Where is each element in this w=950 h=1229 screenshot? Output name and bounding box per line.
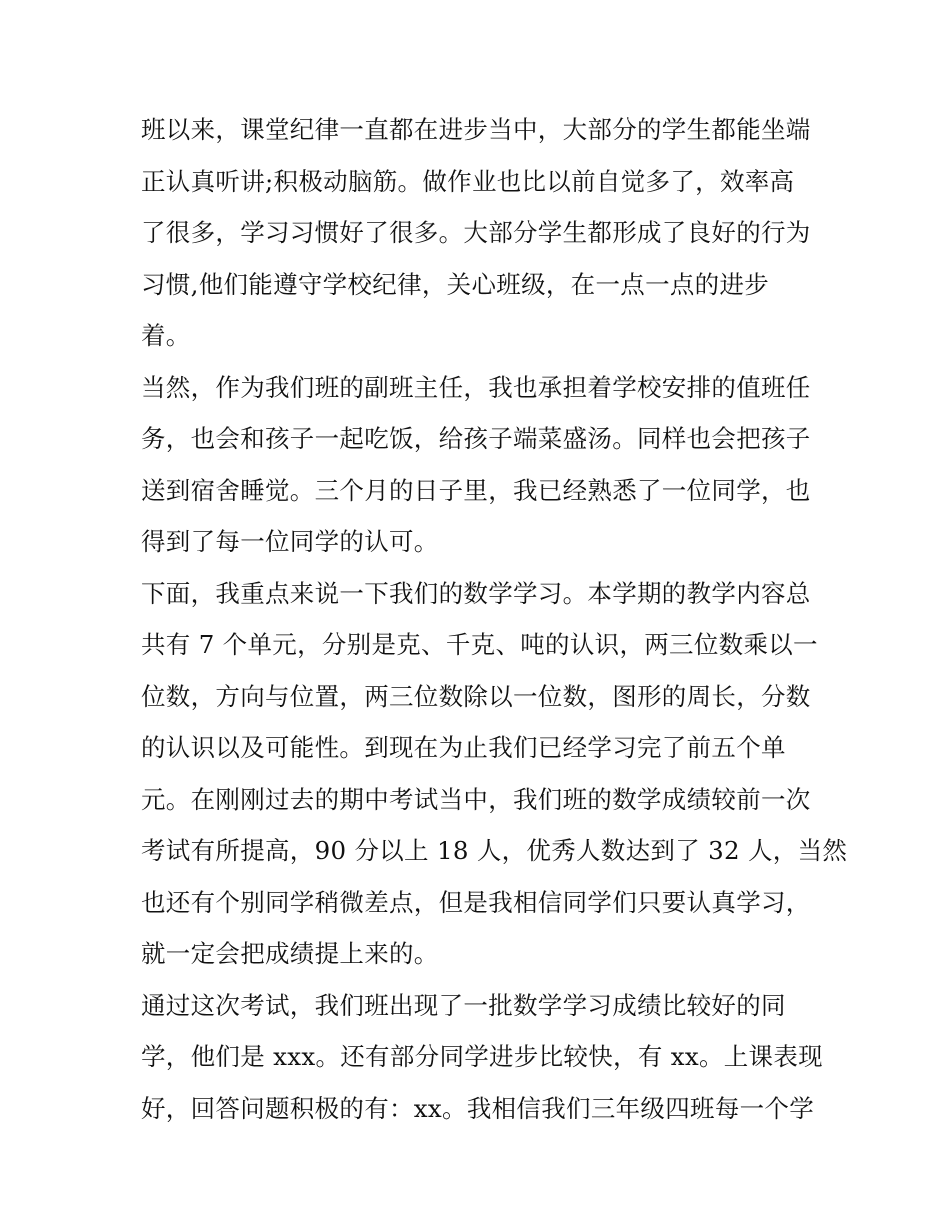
text-line: 务，也会和孩子一起吃饭，给孩子端菜盛汤。同样也会把孩子	[141, 424, 811, 453]
text-line: 了很多，学习习惯好了很多。大部分学生都形成了良好的行为	[141, 218, 811, 247]
text-line: 着。	[141, 321, 191, 350]
text-line: 考试有所提高，90 分以上 18 人，优秀人数达到了 32 人，当然	[141, 836, 848, 865]
text-line: 的认识以及可能性。到现在为止我们已经学习完了前五个单	[141, 733, 786, 762]
text-line: 得到了每一位同学的认可。	[141, 527, 439, 556]
text-line: 共有 7 个单元，分别是克、千克、吨的认识，两三位数乘以一	[141, 630, 818, 659]
text-line: 位数，方向与位置，两三位数除以一位数，图形的周长，分数	[141, 681, 811, 711]
text-line: 也还有个别同学稍微差点，但是我相信同学们只要认真学习，	[141, 887, 811, 917]
body-text	[141, 104, 848, 1134]
text-line: 就一定会把成绩提上来的。	[141, 939, 439, 968]
text-line: 当然，作为我们班的副班主任，我也承担着学校安排的值班任	[141, 372, 811, 402]
text-line: 学，他们是 xxx。还有部分同学进步比较快，有 xx。上课表现	[141, 1042, 823, 1071]
text-line: 元。在刚刚过去的期中考试当中，我们班的数学成绩较前一次	[141, 784, 811, 814]
text-line: 通过这次考试，我们班出现了一批数学学习成绩比较好的同	[141, 990, 786, 1020]
text-line: 好，回答问题积极的有：xx。我相信我们三年级四班每一个学	[141, 1093, 815, 1123]
text-line: 正认真听讲;积极动脑筋。做作业也比以前自觉多了，效率高	[141, 166, 795, 196]
text-line: 习惯,他们能遵守学校纪律，关心班级，在一点一点的进步	[141, 269, 770, 299]
text-line: 班以来，课堂纪律一直都在进步当中，大部分的学生都能坐端	[141, 115, 811, 144]
text-line: 下面，我重点来说一下我们的数学学习。本学期的教学内容总	[141, 578, 811, 608]
text-line: 送到宿舍睡觉。三个月的日子里，我已经熟悉了一位同学，也	[141, 475, 811, 505]
